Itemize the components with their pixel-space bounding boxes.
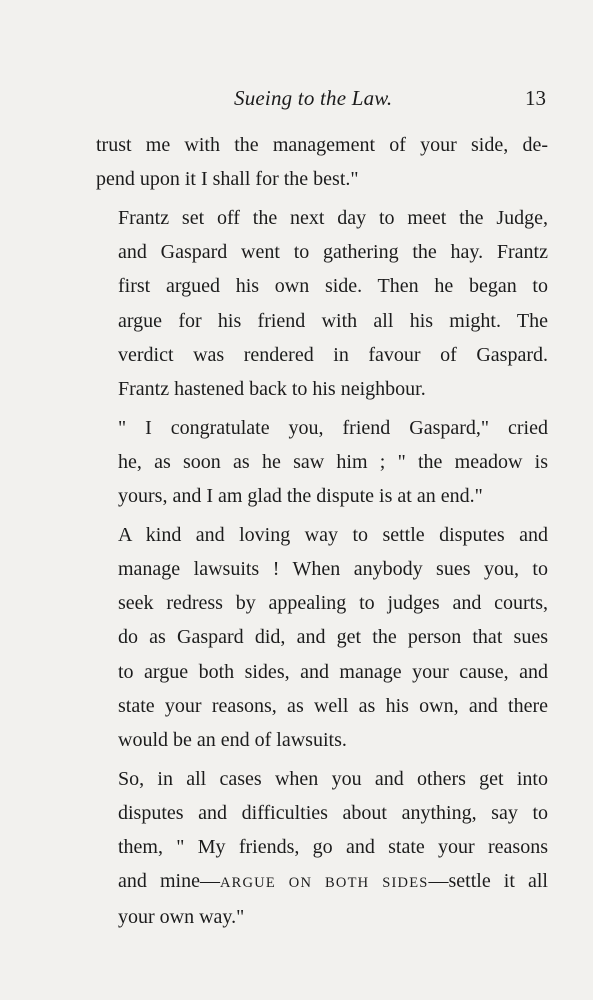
- text-line: manage lawsuits ! When anybody sues you, to: [118, 557, 548, 580]
- text-line: A kind and loving way to settle disputes and: [118, 523, 548, 546]
- text-line: would be an end of lawsuits.: [118, 728, 347, 751]
- running-head: [96, 86, 552, 114]
- paragraph: [96, 762, 548, 935]
- running-title: Sueing to the Law.: [234, 86, 393, 110]
- text-line: them, " My friends, go and state your reasons: [118, 836, 548, 859]
- text-line: he, as soon as he saw him ; " the meadow is: [118, 450, 548, 473]
- text-line: disputes and difficulties about anything, say to: [118, 801, 548, 824]
- text-line: state your reasons, as well as his own, and there: [118, 694, 548, 717]
- text-line: to argue both sides, and manage your cause, and: [118, 660, 548, 683]
- text-line: first argued his own side. Then he began to: [118, 275, 548, 298]
- text-line: " I congratulate you, friend Gaspard," cried: [118, 416, 548, 439]
- text-line: So, in all cases when you and others get into: [118, 767, 548, 790]
- text-line: Frantz hastened back to his neighbour.: [118, 377, 426, 400]
- paragraph: [96, 518, 548, 757]
- text-segment: and mine—: [118, 870, 220, 893]
- text-line: seek redress by appealing to judges and courts,: [118, 592, 548, 615]
- paragraph: [96, 201, 548, 406]
- paragraph: [96, 411, 548, 514]
- text-line: do as Gaspard did, and get the person that sues: [118, 626, 548, 649]
- small-caps-emphasis: ARGUE ON BOTH SIDES: [219, 875, 429, 892]
- text-line: yours, and I am glad the dispute is at an end.": [118, 485, 483, 508]
- text-line: trust me with the management of your side, de-: [96, 134, 548, 156]
- body-text: [96, 128, 548, 939]
- text-line: your own way.": [118, 906, 245, 929]
- text-line: pend upon it I shall for the best.": [96, 168, 359, 191]
- text-line: argue for his friend with all his might. The: [118, 309, 548, 332]
- text-segment: —settle it all: [428, 870, 548, 893]
- paragraph: [96, 128, 548, 196]
- text-line: Frantz set off the next day to meet the Judge,: [118, 206, 548, 229]
- text-line: verdict was rendered in favour of Gaspard.: [118, 343, 548, 366]
- text-line: and Gaspard went to gathering the hay. Frantz: [118, 241, 548, 264]
- page-number: 13: [525, 86, 546, 110]
- text-line: [96, 864, 548, 900]
